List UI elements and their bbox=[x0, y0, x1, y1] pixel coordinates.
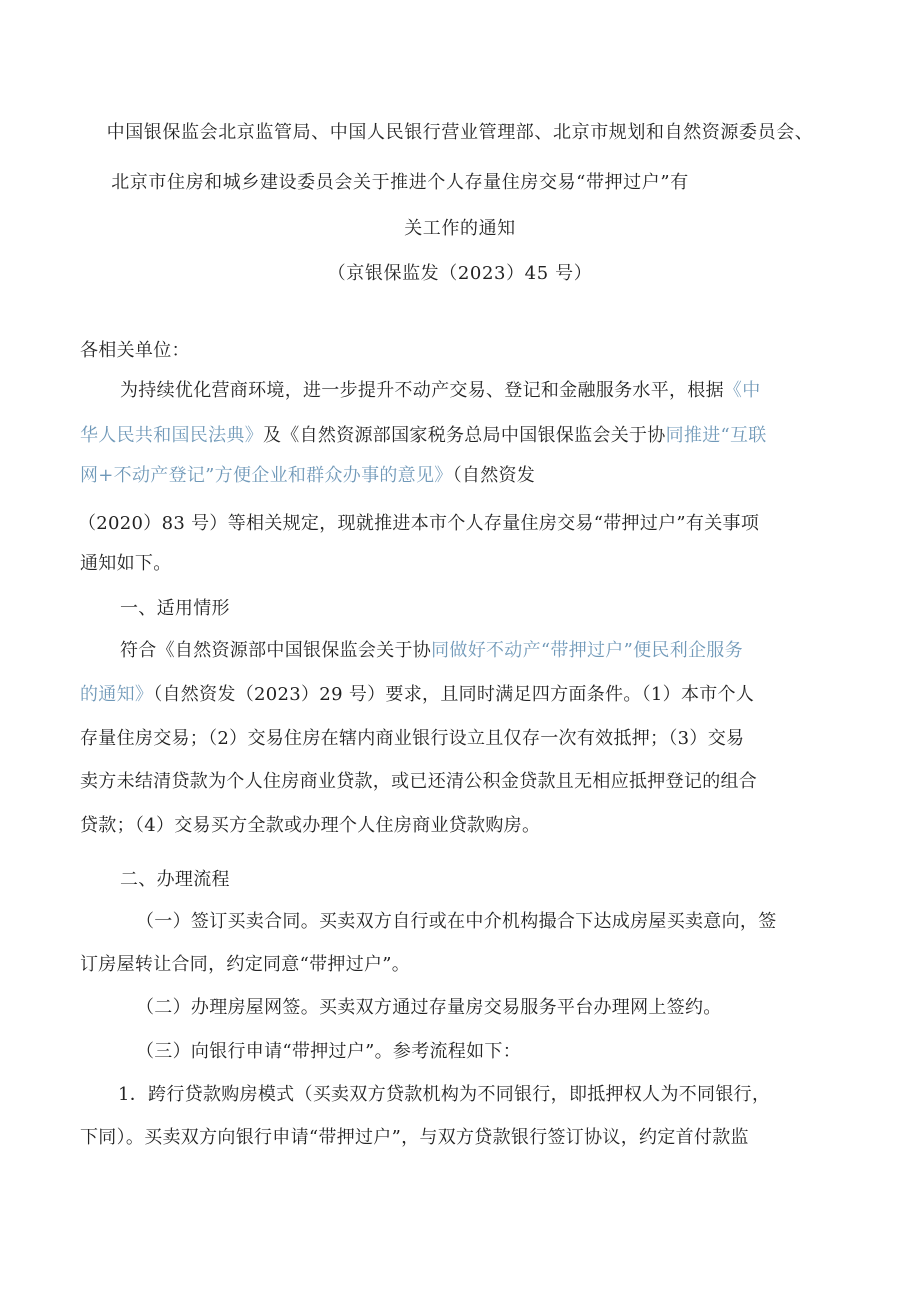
section-1-heading: 一、适用情形 bbox=[120, 598, 230, 619]
p2-text: （自然资发（2023）29 号）要求，且同时满足四方面条件。（1）本市个人 bbox=[153, 684, 755, 705]
paragraph-1-line-1 bbox=[120, 379, 761, 403]
paragraph-6-line-1: 1．跨行贷款购房模式（买卖双方贷款机构为不同银行，即抵押权人为不同银行， bbox=[118, 1084, 771, 1105]
salutation: 各相关单位： bbox=[80, 340, 190, 361]
notice-link-cont[interactable]: 的通知》 bbox=[80, 684, 154, 705]
civil-code-link-cont[interactable]: 华人民共和国民法典》 bbox=[80, 425, 263, 446]
opinion-link[interactable]: 同推进“互联 bbox=[665, 425, 767, 446]
paragraph-1-line-3 bbox=[80, 464, 535, 488]
paragraph-2-line-2 bbox=[80, 683, 754, 707]
notice-link[interactable]: 同做好不动产“带押过户”便民利企服务 bbox=[431, 640, 743, 661]
document-number: （京银保监发（2023）45 号） bbox=[327, 263, 593, 284]
opinion-link-cont[interactable]: 网+不动产登记”方便企业和群众办事的意见》 bbox=[80, 465, 453, 486]
title-line-2: 北京市住房和城乡建设委员会关于推进个人存量住房交易“带押过户”有 bbox=[111, 172, 689, 193]
paragraph-1-line-5: 通知如下。 bbox=[80, 553, 172, 574]
p2-text: 符合《自然资源部中国银保监会关于协 bbox=[120, 640, 432, 661]
p1-text: （自然资发 bbox=[452, 465, 536, 486]
paragraph-5: （三）向银行申请“带押过户”。参考流程如下： bbox=[136, 1041, 522, 1062]
p1-text: 及《自然资源部国家税务总局中国银保监会关于协 bbox=[263, 425, 666, 446]
paragraph-3-line-2: 订房屋转让合同，约定同意“带押过户”。 bbox=[80, 954, 411, 975]
p1-text: 为持续优化营商环境，进一步提升不动产交易、登记和金融服务水平，根据 bbox=[120, 380, 724, 401]
civil-code-link[interactable]: 《中 bbox=[723, 380, 761, 401]
title-line-3: 关工作的通知 bbox=[404, 218, 516, 239]
paragraph-2-line-1 bbox=[120, 639, 743, 663]
paragraph-3-line-1: （一）签订买卖合同。买卖双方自行或在中介机构撮合下达成房屋买卖意向，签 bbox=[136, 911, 777, 932]
paragraph-2-line-3: 存量住房交易；（2）交易住房在辖内商业银行设立且仅存一次有效抵押；（3）交易 bbox=[80, 728, 745, 749]
paragraph-2-line-4: 卖方未结清贷款为个人住房商业贷款，或已还清公积金贷款且无相应抵押登记的组合 bbox=[80, 771, 758, 792]
title-line-1: 中国银保监会北京监管局、中国人民银行营业管理部、北京市规划和自然资源委员会、 bbox=[106, 122, 814, 143]
paragraph-4: （二）办理房屋网签。买卖双方通过存量房交易服务平台办理网上签约。 bbox=[136, 997, 722, 1018]
paragraph-6-line-2: 下同）。买卖双方向银行申请“带押过户”，与双方贷款银行签订协议，约定首付款监 bbox=[80, 1127, 749, 1148]
section-2-heading: 二、办理流程 bbox=[120, 869, 230, 890]
paragraph-2-line-5: 贷款；（4）交易买方全款或办理个人住房商业贷款购房。 bbox=[80, 815, 541, 836]
paragraph-1-line-2 bbox=[80, 424, 767, 448]
paragraph-1-line-4: （2020）83 号）等相关规定，现就推进本市个人存量住房交易“带押过户”有关事项 bbox=[78, 513, 760, 534]
